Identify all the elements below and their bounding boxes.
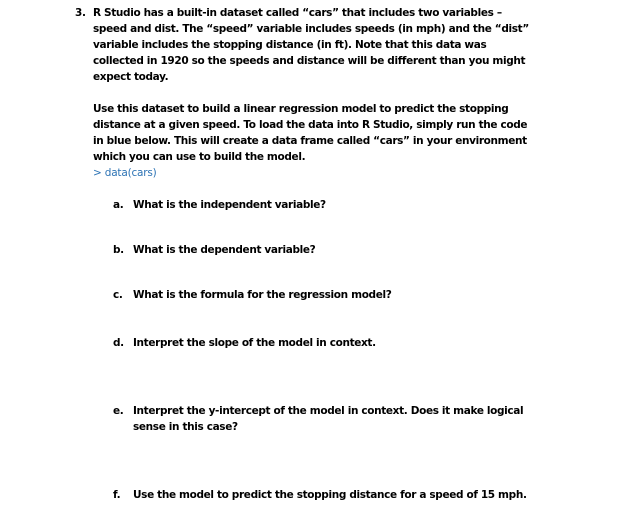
part-label: b. (113, 244, 124, 256)
paragraph1-line: R Studio has a built-in dataset called “cars” that includes two variables – (93, 7, 502, 19)
paragraph2-line: distance at a given speed. To load the data into R Studio, simply run the code (93, 119, 528, 131)
part-label: e. (113, 405, 124, 417)
part-e-text: sense in this case? (133, 421, 238, 433)
part-f-text: Use the model to predict the stopping distance for a speed of 15 mph. (133, 489, 527, 501)
paragraph2-line: which you can use to build the model. (93, 151, 306, 163)
paragraph1-line: expect today. (93, 71, 169, 83)
r-code-snippet: > data(cars) (93, 167, 157, 179)
question-number: 3. (75, 7, 86, 19)
paragraph1-line: speed and dist. The “speed” variable includes speeds (in mph) and the “dist” (93, 23, 529, 35)
part-label: f. (113, 489, 121, 501)
paragraph2-line: Use this dataset to build a linear regression model to predict the stopping (93, 103, 509, 115)
part-label: c. (113, 289, 123, 301)
part-b-text: What is the dependent variable? (133, 244, 316, 256)
paragraph1-line: variable includes the stopping distance (in ft). Note that this data was (93, 39, 487, 51)
part-a-text: What is the independent variable? (133, 199, 326, 211)
paragraph2-line: in blue below. This will create a data frame called “cars” in your environment (93, 135, 527, 147)
part-label: a. (113, 199, 124, 211)
part-c-text: What is the formula for the regression model? (133, 289, 392, 301)
part-label: d. (113, 337, 124, 349)
part-d-text: Interpret the slope of the model in context. (133, 337, 376, 349)
part-e-text: Interpret the y-intercept of the model in context. Does it make logical (133, 405, 524, 417)
paragraph1-line: collected in 1920 so the speeds and distance will be different than you might (93, 55, 526, 67)
